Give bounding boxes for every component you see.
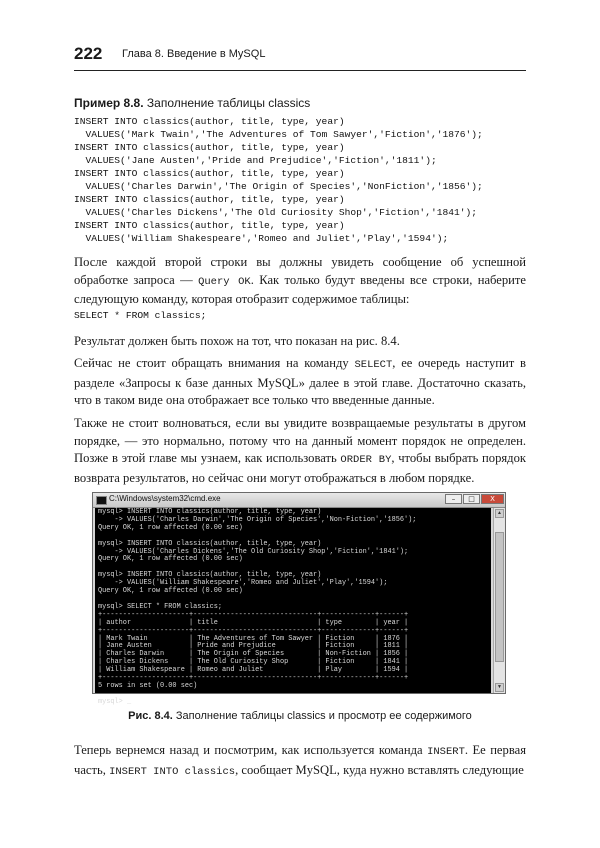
example-caption: Заполнение таблицы classics (143, 96, 311, 110)
para3-text-2: , ее очередь наступит в разделе «Запросы к базе данных MySQL» далее в этой главе. Достаточно сказать, что в таком виде она отображает все только что введенные данные. (74, 356, 527, 407)
para1-text: После каждой второй строки вы должны увидеть сообщение об успешной обработке запроса — (74, 255, 526, 287)
select-command: SELECT * FROM classics; (74, 310, 207, 321)
minimize-button[interactable]: – (445, 494, 462, 504)
para4-text: Также не стоит волноваться, если вы увидите возвращаемые результаты в другом порядке, — это нормально, потому что на данный момент порядок не определен. Позже в этой главе мы узнаем, как использовать (74, 416, 526, 465)
chapter-title: Глава 8. Введение в MySQL (122, 48, 266, 60)
page-header (74, 44, 526, 71)
paragraph-3 (74, 355, 526, 410)
window-title: C:\Windows\system32\cmd.exe (109, 494, 221, 503)
para3-code: SELECT (354, 359, 393, 371)
figure-label: Рис. 8.4. (128, 710, 173, 722)
page-number: 222 (74, 44, 103, 63)
para5-text-2: . Ее первая часть, (74, 743, 526, 777)
para5-code-2: INSERT INTO classics (109, 765, 236, 778)
close-button[interactable]: X (481, 494, 504, 504)
scroll-thumb[interactable] (495, 532, 504, 662)
para5-code-1: INSERT (427, 746, 465, 758)
paragraph-5 (74, 742, 526, 781)
cmd-window-screenshot (92, 492, 506, 706)
example-title (74, 96, 310, 110)
paragraph-1 (74, 254, 526, 309)
cmd-icon (96, 496, 107, 505)
para1-code: Query OK (198, 275, 251, 288)
console-area[interactable] (95, 508, 491, 706)
example-code: INSERT INTO classics(author, title, type, year) VALUES('Mark Twain','The Adventures of Tom Sawyer','Fiction','1876'); INSERT INTO classics(author, title, type, year) VALUES('Jane Austen','Pride and Prejudice','Fiction','1811'); INSERT INTO classics(author, title, type, year) VALUES('Charles Darwin','The Origin of Species','NonFiction','1856'); INSERT INTO classics(author, title, type, year) VALUES('Charles Dickens','The Old Curiosity Shop','Fiction','1841'); INSERT INTO classics(author, title, type, year) VALUES('William Shakespeare','Romeo and Juliet','Play','1594'); (74, 116, 483, 244)
para5-text-3: , сообщает MySQL, куда нужно вставлять следующие (235, 762, 524, 777)
maximize-button[interactable]: □ (463, 494, 480, 504)
paragraph-4 (74, 415, 526, 487)
console-output: mysql> INSERT INTO classics(author, title, type, year) -> VALUES('Charles Darwin','The Origin of Species','Non-Fiction','1856'); Query OK, 1 row affected (0.00 sec) mysql> INSERT INTO classics(author, title, type, year) -> VALUES('Charles Dickens','The Old Curiosity Shop','Fiction','1841'); Query OK, 1 row affected (0.00 sec) mysql> INSERT INTO classics(author, title, type, year) -> VALUES('William Shakespeare','Romeo and Juliet','Play','1594'); Query OK, 1 row affected (0.00 sec) mysql> SELECT * FROM classics; +---------------------+------------------------------+-------------+------+ | author | title | type | year | +---------------------+------------------------------+-------------+------+ | Mark Twain | The Adventures of Tom Sawyer | Fiction | 1876 | | Jane Austen | Pride and Prejudice | Fiction | 1811 | | Charles Darwin | The Origin of Species | Non-Fiction | 1856 | | Charles Dickens | The Old Curiosity Shop | Fiction | 1841 | | William Shakespeare | Romeo and Juliet | Play | 1594 | +---------------------+------------------------------+-------------+------+ 5 rows in set (0.00 sec) mysql> _ (98, 508, 417, 706)
para3-text: Сейчас не стоит обращать внимания на команду (74, 356, 355, 370)
paragraph-2: Результат должен быть похож на тот, что показан на рис. 8.4. (74, 334, 400, 348)
window-titlebar (93, 493, 505, 508)
vertical-scrollbar[interactable] (493, 508, 505, 693)
scroll-down-arrow-icon[interactable]: ▼ (495, 683, 504, 692)
scroll-up-arrow-icon[interactable]: ▲ (495, 509, 504, 518)
figure-caption-text: Заполнение таблицы classics и просмотр ее содержимого (172, 710, 472, 722)
figure-caption (0, 710, 600, 722)
para4-text-2: , чтобы выбрать порядок возврата результатов, но сейчас они могут отображаться в любом порядке. (74, 451, 526, 485)
para5-text: Теперь вернемся назад и посмотрим, как используется команда (74, 743, 428, 757)
example-label: Пример 8.8. (74, 96, 144, 110)
para4-code: ORDER BY (340, 454, 392, 466)
para1-text-2: . Как только будут введены все строки, наберите следующую команду, которая отобразит содержимое таблицы: (74, 272, 526, 306)
